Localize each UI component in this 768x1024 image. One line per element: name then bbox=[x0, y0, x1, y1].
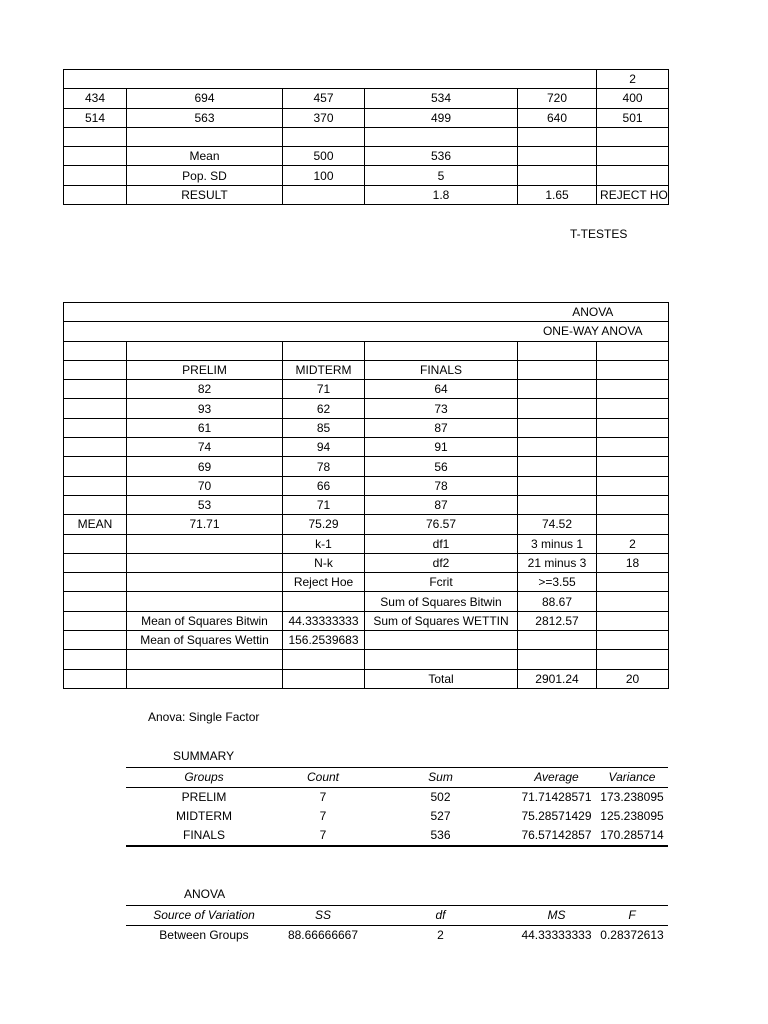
cell bbox=[365, 127, 518, 146]
table-row bbox=[64, 108, 669, 127]
cell: 87 bbox=[365, 418, 518, 437]
cell bbox=[597, 611, 669, 630]
cell bbox=[64, 573, 127, 592]
cell: 694 bbox=[127, 89, 283, 108]
cell: 93 bbox=[127, 399, 283, 418]
cell bbox=[64, 669, 127, 688]
summary-table bbox=[126, 767, 668, 847]
cell: 56 bbox=[365, 457, 518, 476]
cell: >=3.55 bbox=[518, 573, 597, 592]
header-cell: Variance bbox=[596, 768, 668, 788]
cell: Sum of Squares Bitwin bbox=[365, 592, 518, 611]
cell: MIDTERM bbox=[283, 360, 365, 379]
cell bbox=[518, 476, 597, 495]
t-test-table bbox=[63, 69, 669, 205]
cell: 2812.57 bbox=[518, 611, 597, 630]
cell: N-k bbox=[283, 553, 365, 572]
cell bbox=[518, 438, 597, 457]
table-row bbox=[64, 147, 669, 166]
cell bbox=[365, 650, 518, 669]
cell bbox=[518, 341, 597, 360]
cell: RESULT bbox=[127, 185, 283, 204]
cell: 20 bbox=[597, 669, 669, 688]
cell bbox=[597, 592, 669, 611]
cell: REJECT HO bbox=[597, 185, 669, 204]
header-cell: df bbox=[364, 906, 517, 926]
cell: 74 bbox=[127, 438, 283, 457]
cell: 2 bbox=[437, 928, 444, 942]
cell bbox=[597, 495, 669, 514]
header-cell: MS bbox=[517, 906, 596, 926]
anova-table bbox=[63, 302, 669, 689]
cell: 7 bbox=[319, 809, 327, 823]
table-row bbox=[126, 807, 668, 826]
cell bbox=[283, 127, 365, 146]
cell bbox=[518, 380, 597, 399]
cell: 370 bbox=[283, 108, 365, 127]
cell bbox=[64, 611, 127, 630]
cell: Sum of Squares WETTIN bbox=[365, 611, 518, 630]
cell bbox=[127, 127, 283, 146]
cell bbox=[64, 553, 127, 572]
table-row bbox=[64, 360, 669, 379]
cell bbox=[64, 534, 127, 553]
header-cell: Average bbox=[517, 768, 596, 788]
cell: 500 bbox=[283, 147, 365, 166]
cell: MIDTERM bbox=[176, 809, 232, 823]
cell bbox=[64, 380, 127, 399]
cell: 501 bbox=[597, 108, 669, 127]
cell bbox=[597, 631, 669, 650]
cell: 61 bbox=[127, 418, 283, 437]
table-row bbox=[64, 515, 669, 534]
table-row bbox=[64, 380, 669, 399]
anova-result-table bbox=[126, 905, 668, 945]
cell bbox=[597, 399, 669, 418]
cell bbox=[518, 495, 597, 514]
table-row bbox=[64, 89, 669, 108]
table-header-row bbox=[126, 906, 668, 926]
cell: 88.66666667 bbox=[287, 928, 359, 942]
cell bbox=[64, 495, 127, 514]
cell bbox=[597, 515, 669, 534]
cell bbox=[127, 592, 283, 611]
cell: 71.71428571 bbox=[521, 790, 592, 804]
cell bbox=[597, 341, 669, 360]
cell: 434 bbox=[64, 89, 127, 108]
header-cell: Groups bbox=[126, 768, 282, 788]
cell: 91 bbox=[365, 438, 518, 457]
cell: PRELIM bbox=[181, 790, 227, 804]
cell: 21 minus 3 bbox=[518, 553, 597, 572]
table-row bbox=[64, 495, 669, 514]
table-row bbox=[64, 303, 669, 322]
cell: 2901.24 bbox=[518, 669, 597, 688]
header-cell: SS bbox=[282, 906, 364, 926]
cell bbox=[518, 147, 597, 166]
table-row bbox=[64, 631, 669, 650]
cell: 534 bbox=[365, 89, 518, 108]
cell bbox=[64, 322, 518, 341]
cell: 71 bbox=[283, 495, 365, 514]
cell: 71.71 bbox=[127, 515, 283, 534]
cell: 720 bbox=[518, 89, 597, 108]
cell bbox=[597, 418, 669, 437]
cell: 7 bbox=[282, 826, 364, 846]
cell: 7 bbox=[319, 790, 327, 804]
table-row bbox=[126, 788, 668, 808]
table-row bbox=[64, 399, 669, 418]
cell: 2 bbox=[597, 534, 669, 553]
cell bbox=[518, 418, 597, 437]
cell: 53 bbox=[127, 495, 283, 514]
anova-result-label: ANOVA bbox=[184, 887, 226, 901]
table-row bbox=[126, 826, 668, 846]
table-row bbox=[64, 185, 669, 204]
cell: 400 bbox=[597, 89, 669, 108]
cell: 78 bbox=[283, 457, 365, 476]
cell: 5 bbox=[365, 166, 518, 185]
table-row bbox=[64, 127, 669, 146]
cell bbox=[64, 650, 127, 669]
cell bbox=[64, 592, 127, 611]
cell: 66 bbox=[283, 476, 365, 495]
cell: 156.2539683 bbox=[283, 631, 365, 650]
cell: 64 bbox=[365, 380, 518, 399]
table-header-row bbox=[126, 768, 668, 788]
cell: 70 bbox=[127, 476, 283, 495]
cell bbox=[64, 341, 127, 360]
cell bbox=[365, 341, 518, 360]
cell: 82 bbox=[127, 380, 283, 399]
cell: Reject Hoe bbox=[283, 573, 365, 592]
cell: 75.29 bbox=[283, 515, 365, 534]
cell: 18 bbox=[597, 553, 669, 572]
cell: 100 bbox=[283, 166, 365, 185]
cell: 76.57 bbox=[365, 515, 518, 534]
table-row bbox=[64, 650, 669, 669]
table-row bbox=[64, 592, 669, 611]
cell: 563 bbox=[127, 108, 283, 127]
cell: 1.8 bbox=[365, 185, 518, 204]
cell: df2 bbox=[365, 553, 518, 572]
header-cell: F bbox=[596, 906, 668, 926]
cell: 457 bbox=[283, 89, 365, 108]
cell: 502 bbox=[430, 790, 451, 804]
cell bbox=[64, 166, 127, 185]
cell bbox=[127, 669, 283, 688]
table-row bbox=[64, 457, 669, 476]
table-row bbox=[64, 669, 669, 688]
table-row bbox=[64, 418, 669, 437]
cell: 69 bbox=[127, 457, 283, 476]
cell: MEAN bbox=[64, 515, 127, 534]
cell bbox=[64, 399, 127, 418]
cell: 94 bbox=[283, 438, 365, 457]
table-row bbox=[126, 926, 668, 946]
cell: Mean bbox=[127, 147, 283, 166]
cell: 514 bbox=[64, 108, 127, 127]
cell bbox=[64, 476, 127, 495]
cell bbox=[283, 592, 365, 611]
cell bbox=[597, 476, 669, 495]
cell bbox=[64, 438, 127, 457]
cell bbox=[283, 341, 365, 360]
cell: 3 minus 1 bbox=[518, 534, 597, 553]
cell bbox=[64, 70, 597, 89]
cell bbox=[518, 127, 597, 146]
cell: Fcrit bbox=[365, 573, 518, 592]
cell bbox=[64, 303, 518, 322]
cell: FINALS bbox=[126, 826, 282, 846]
cell bbox=[597, 457, 669, 476]
cell: 62 bbox=[283, 399, 365, 418]
cell bbox=[127, 553, 283, 572]
cell: Mean of Squares Bitwin bbox=[127, 611, 283, 630]
cell: FINALS bbox=[365, 360, 518, 379]
cell: 76.57142857 bbox=[517, 826, 596, 846]
cell bbox=[64, 360, 127, 379]
cell: 44.33333333 bbox=[283, 611, 365, 630]
cell bbox=[365, 631, 518, 650]
cell bbox=[597, 650, 669, 669]
cell bbox=[597, 166, 669, 185]
cell bbox=[283, 650, 365, 669]
cell: 74.52 bbox=[518, 515, 597, 534]
cell: 536 bbox=[364, 826, 517, 846]
table-row bbox=[64, 70, 669, 89]
cell bbox=[64, 418, 127, 437]
cell bbox=[597, 573, 669, 592]
cell bbox=[597, 380, 669, 399]
cell bbox=[64, 147, 127, 166]
cell bbox=[64, 127, 127, 146]
cell: 2 bbox=[597, 70, 669, 89]
cell bbox=[283, 185, 365, 204]
cell: k-1 bbox=[283, 534, 365, 553]
cell bbox=[64, 457, 127, 476]
cell: 173.238095 bbox=[600, 790, 664, 804]
cell bbox=[127, 650, 283, 669]
cell bbox=[283, 669, 365, 688]
cell: Mean of Squares Wettin bbox=[127, 631, 283, 650]
cell: df1 bbox=[365, 534, 518, 553]
cell: Total bbox=[365, 669, 518, 688]
table-row bbox=[64, 476, 669, 495]
cell bbox=[64, 185, 127, 204]
header-cell: Source of Variation bbox=[126, 906, 282, 926]
single-factor-title: Anova: Single Factor bbox=[148, 710, 260, 724]
cell bbox=[518, 166, 597, 185]
cell bbox=[518, 457, 597, 476]
table-row bbox=[64, 553, 669, 572]
table-row bbox=[64, 573, 669, 592]
header-cell: Count bbox=[282, 768, 364, 788]
cell bbox=[597, 360, 669, 379]
cell: 125.238095 bbox=[600, 809, 664, 823]
cell: 44.33333333 bbox=[521, 928, 592, 942]
table-row bbox=[64, 322, 669, 341]
cell: Between Groups bbox=[159, 928, 249, 942]
cell: 536 bbox=[365, 147, 518, 166]
table-row bbox=[64, 166, 669, 185]
cell bbox=[64, 631, 127, 650]
cell: 0.28372613 bbox=[600, 928, 664, 942]
anova-title: ANOVA bbox=[518, 303, 669, 322]
table-row bbox=[64, 341, 669, 360]
cell bbox=[127, 341, 283, 360]
cell bbox=[518, 360, 597, 379]
cell: 78 bbox=[365, 476, 518, 495]
cell: Pop. SD bbox=[127, 166, 283, 185]
summary-label: SUMMARY bbox=[173, 749, 235, 763]
cell: 73 bbox=[365, 399, 518, 418]
cell: PRELIM bbox=[127, 360, 283, 379]
cell bbox=[518, 631, 597, 650]
cell bbox=[127, 573, 283, 592]
anova-body bbox=[64, 341, 669, 688]
cell: 71 bbox=[283, 380, 365, 399]
cell bbox=[597, 438, 669, 457]
header-cell: Sum bbox=[364, 768, 517, 788]
cell: 499 bbox=[365, 108, 518, 127]
cell bbox=[518, 650, 597, 669]
one-way-anova-title: ONE-WAY ANOVA bbox=[518, 322, 669, 341]
cell bbox=[597, 127, 669, 146]
table-row bbox=[64, 611, 669, 630]
table-row bbox=[64, 438, 669, 457]
cell: 640 bbox=[518, 108, 597, 127]
cell: 170.285714 bbox=[596, 826, 668, 846]
cell bbox=[127, 534, 283, 553]
table-row bbox=[64, 534, 669, 553]
cell: 87 bbox=[365, 495, 518, 514]
cell: 85 bbox=[283, 418, 365, 437]
cell: 88.67 bbox=[518, 592, 597, 611]
cell: 75.28571429 bbox=[521, 809, 592, 823]
cell bbox=[518, 399, 597, 418]
t-test-caption: T-TESTES bbox=[570, 227, 628, 241]
cell bbox=[597, 147, 669, 166]
cell: 1.65 bbox=[518, 185, 597, 204]
cell: 527 bbox=[430, 809, 451, 823]
